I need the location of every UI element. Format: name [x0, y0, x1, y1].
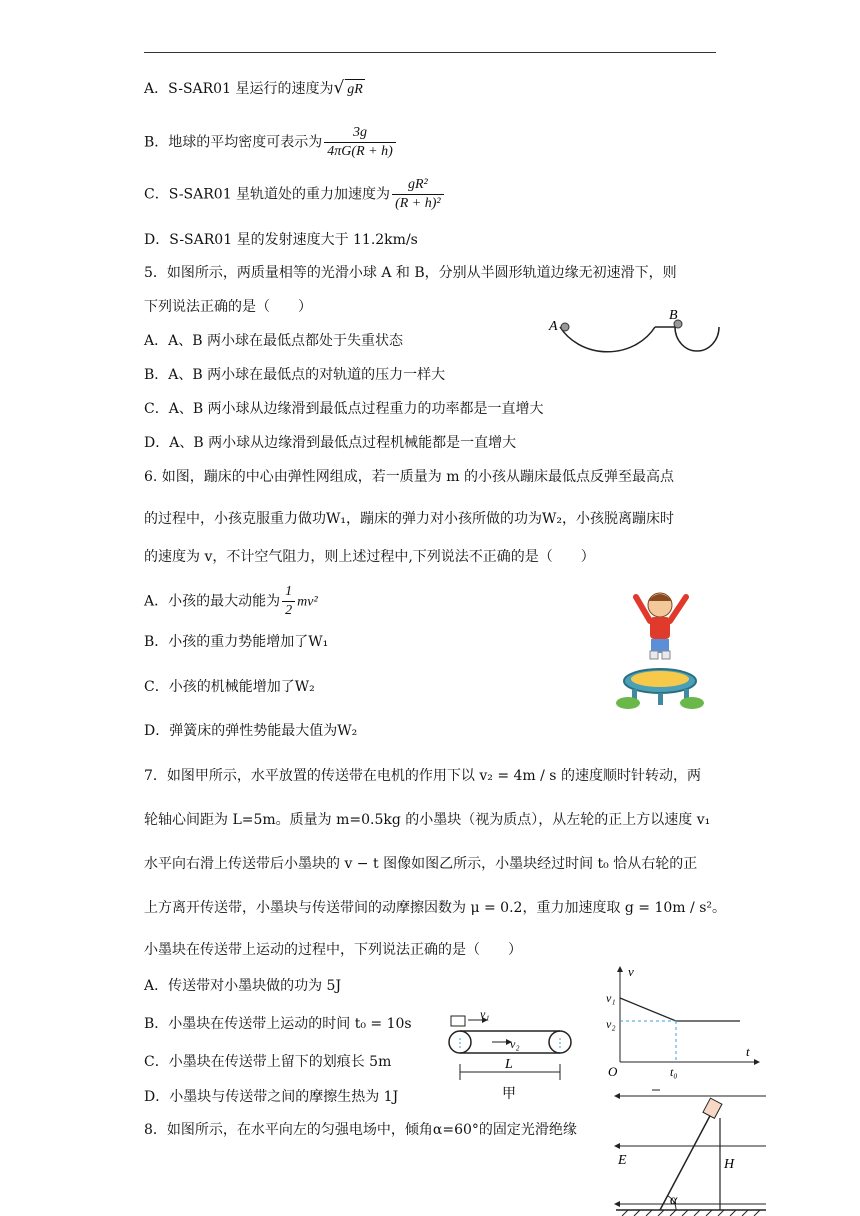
q4-b-denominator: 4πG(R + h) — [327, 144, 393, 159]
q7-option-a: A．传送带对小墨块做的功为 5J — [144, 978, 342, 994]
child-shoe-right — [662, 651, 670, 659]
q7-option-b: B．小墨块在传送带上运动的时间 t₀ = 10s — [144, 1016, 412, 1032]
q4-option-a-text: A．S-SAR01 星运行的速度为 — [144, 81, 334, 97]
q4-c-denominator: (R + h)² — [395, 196, 441, 211]
q5-stem-line1: 5．如图所示，两质量相等的光滑小球 A 和 B，分别从半圆形轨道边缘无初速滑下，则 — [144, 265, 677, 281]
q4-option-b-text: B．地球的平均密度可表示为 — [144, 134, 323, 151]
child-shoe-left — [650, 651, 658, 659]
q7-stem-line2: 轮轴心间距为 L=5m。质量为 m=0.5kg 的小墨块（视为质点），从左轮的正上方以速度 v₁ — [144, 812, 711, 828]
q6-a-numerator: 1 — [282, 583, 295, 602]
q5-track-figure — [545, 305, 725, 385]
q5-option-d: D．A、B 两小球从边缘滑到最低点过程机械能都是一直增大 — [144, 435, 517, 451]
q4-option-b — [144, 124, 398, 161]
q6-stem-line2: 的过程中，小孩克服重力做功W₁，蹦床的弹力对小孩所做的功为W₂，小孩脱离蹦床时 — [144, 511, 675, 527]
q5-option-a: A．A、B 两小球在最低点都处于失重状态 — [144, 333, 403, 349]
incline-face — [660, 1112, 712, 1210]
trampoline-child-illustration — [608, 585, 708, 713]
q6-stem-line1: 6. 如图，蹦床的中心由弹性网组成，若一质量为 m 的小孩从蹦床最低点反弹至最高点 — [144, 469, 674, 485]
q6-option-d: D．弹簧床的弹性势能最大值为W₂ — [144, 723, 358, 739]
q4-c-numerator: gR² — [392, 176, 444, 195]
q7-stem-line1: 7．如图甲所示，水平放置的传送带在电机的作用下以 v₂ = 4m / s 的速度顺时针转动，两 — [144, 768, 701, 784]
q4-option-a: A．S-SAR01 星运行的速度为√ gR — [144, 78, 363, 98]
q4-option-b-fraction — [324, 124, 395, 161]
vt-graph — [604, 962, 760, 1080]
q7-option-c: C．小墨块在传送带上留下的划痕长 5m — [144, 1054, 392, 1070]
q6-option-c: C．小孩的机械能增加了W₂ — [144, 679, 315, 695]
ink-block — [451, 1016, 465, 1026]
q6-option-b: B．小孩的重力势能增加了W₁ — [144, 634, 329, 650]
q5-stem-line2: 下列说法正确的是（ ） — [144, 299, 312, 315]
q6-stem-line3: 的速度为 v，不计空气阻力，则上述过程中,下列说法不正确的是（ ） — [144, 549, 595, 565]
q6-a-tail: mv² — [297, 594, 318, 610]
q4-option-d: D．S-SAR01 星的发射速度大于 11.2km/s — [144, 232, 418, 248]
q5-label-b: B — [669, 308, 678, 323]
graph-label-v2: v₂ — [606, 1017, 616, 1031]
graph-v-arrowhead — [617, 966, 623, 972]
q7-option-d: D．小墨块与传送带之间的摩擦生热为 1J — [144, 1089, 399, 1105]
q4-b-numerator: 3g — [324, 124, 395, 143]
charged-block — [703, 1098, 722, 1118]
q7-stem-line4: 上方离开传送带，小墨块与传送带间的动摩擦因数为 μ = 0.2，重力加速度取 g = 10m / s²。 — [144, 900, 726, 916]
graph-label-v1: v₁ — [606, 991, 616, 1005]
child-arm-left — [636, 597, 650, 621]
q4-option-c — [144, 176, 446, 213]
ball-a-icon — [561, 323, 569, 331]
q5-option-b: B．A、B 两小球在最低点的对轨道的压力一样大 — [144, 367, 446, 383]
graph-label-t0: t₀ — [670, 1065, 678, 1079]
grass-right — [680, 697, 704, 709]
field-arrow-3 — [614, 1201, 620, 1207]
q7-stem-line3: 水平向右滑上传送带后小墨块的 v − t 图像如图乙所示，小墨块经过时间 t₀ 恰从右轮的正 — [144, 856, 698, 872]
field-arrow-2 — [614, 1143, 620, 1149]
top-rule — [144, 52, 716, 53]
label-H: H — [724, 1157, 735, 1172]
belt-label-v2: v₂ — [510, 1037, 520, 1051]
q8-stem-line1: 8．如图所示，在水平向左的匀强电场中，倾角α=60°的固定光滑绝缘 — [144, 1122, 577, 1138]
q6-option-a-text: A．小孩的最大动能为 — [144, 593, 281, 610]
graph-label-v: v — [628, 964, 634, 979]
child-shirt — [650, 617, 670, 639]
q4-option-c-text: C．S-SAR01 星轨道处的重力加速度为 — [144, 186, 391, 203]
q4-option-c-fraction — [392, 176, 444, 213]
ground-hatching — [622, 1210, 760, 1216]
q4-option-a-sqrt: gR — [345, 79, 365, 100]
belt-label-v1: v₁ — [480, 1010, 490, 1021]
child-hair — [648, 594, 672, 601]
graph-label-origin: O — [608, 1064, 618, 1079]
q6-option-a-fraction — [282, 583, 295, 620]
grass-left — [616, 697, 640, 709]
label-E: E — [618, 1153, 627, 1168]
q6-a-denominator: 2 — [285, 603, 293, 618]
child-arm-right — [670, 597, 686, 621]
q7-stem-line5: 小墨块在传送带上运动的过程中，下列说法正确的是（ ） — [144, 942, 522, 958]
q5-label-a: A — [549, 319, 558, 334]
label-alpha: α — [670, 1193, 678, 1208]
graph-label-t: t — [746, 1044, 750, 1059]
vt-curve — [620, 998, 740, 1021]
q5-large-semicircle — [560, 327, 655, 352]
q5-track-connector — [655, 325, 675, 327]
trampoline-leg-mid — [658, 693, 663, 705]
figure-jia-caption: 甲 — [502, 1087, 516, 1102]
belt-label-L: L — [505, 1057, 513, 1072]
q5-option-c: C．A、B 两小球从边缘滑到最低点过程重力的功率都是一直增大 — [144, 401, 544, 417]
electric-field-incline-figure — [612, 1082, 768, 1216]
field-arrow-1 — [614, 1093, 620, 1099]
trampoline-net — [631, 671, 689, 687]
q5-small-semicircle — [675, 327, 719, 351]
conveyor-belt-figure — [440, 1010, 580, 1105]
graph-t-arrowhead — [754, 1059, 760, 1065]
q6-option-a — [144, 583, 318, 620]
